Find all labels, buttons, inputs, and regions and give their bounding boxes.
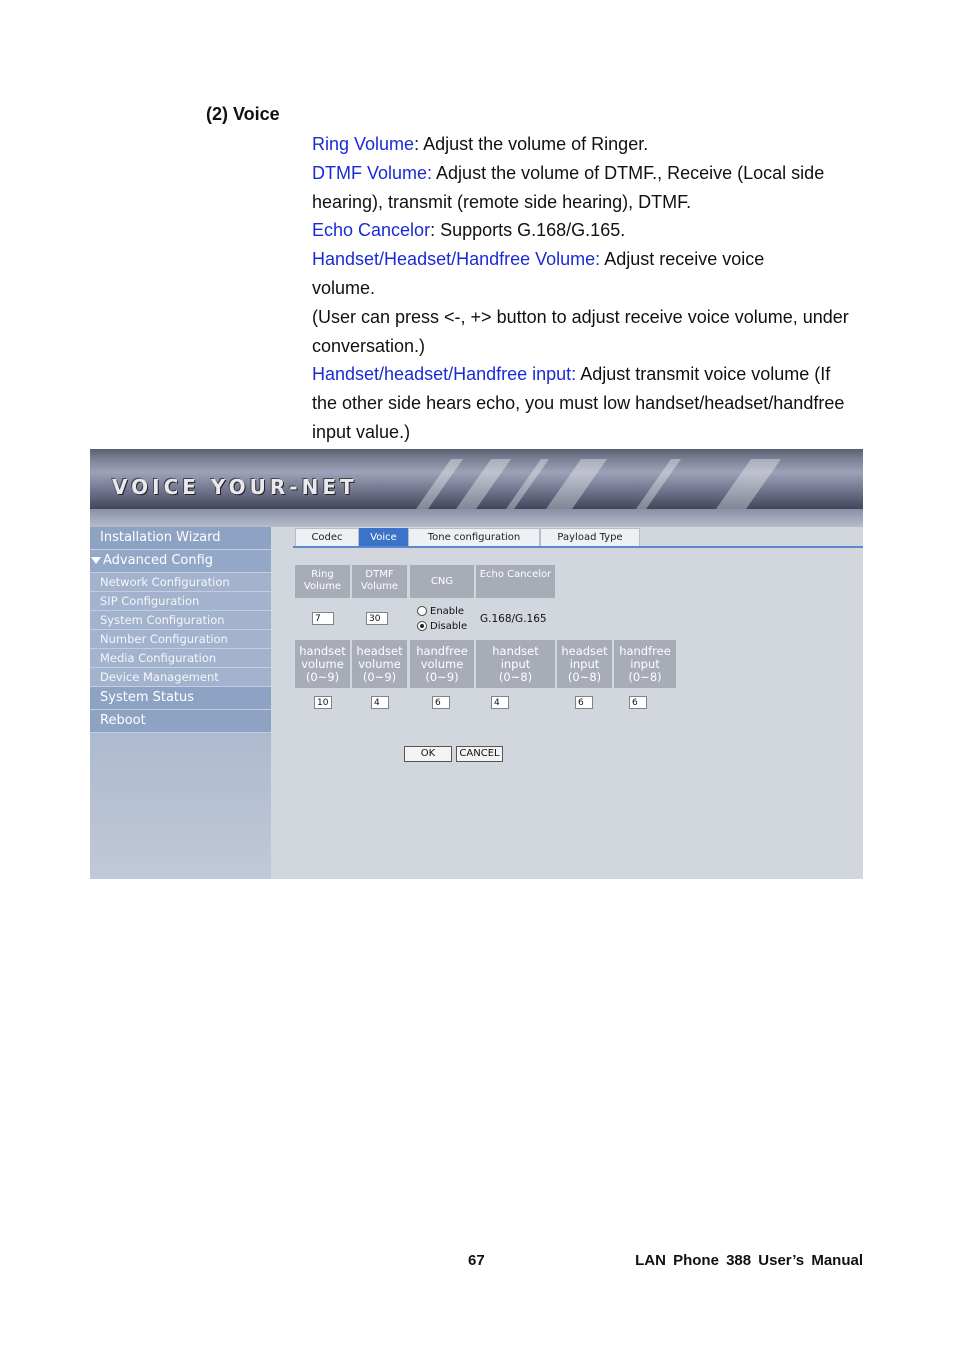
brand-logo: VOICE YOUR-NET xyxy=(112,475,358,499)
header-range: (0~8) xyxy=(567,670,602,684)
page-number: 67 xyxy=(468,1252,485,1269)
header-handset-volume xyxy=(295,640,350,688)
sidebar xyxy=(90,527,271,879)
header-headset-volume xyxy=(352,640,407,688)
header-range: (0~9) xyxy=(305,670,340,684)
radio-label: Disable xyxy=(430,621,468,632)
header-dtmf-volume: DTMF Volume xyxy=(352,565,407,598)
sidebar-sub-device[interactable]: Device Management xyxy=(90,668,271,687)
header-headset-input xyxy=(557,640,612,688)
sidebar-sub-network[interactable]: Network Configuration xyxy=(90,573,271,592)
sidebar-sub-media[interactable]: Media Configuration xyxy=(90,649,271,668)
header-range: (0~9) xyxy=(425,670,459,684)
radio-checked-icon xyxy=(417,621,427,631)
tab-payload-type[interactable]: Payload Type xyxy=(540,528,640,547)
header-label: handset input xyxy=(492,644,539,671)
header-label: headset volume xyxy=(356,644,403,671)
header-range: (0~9) xyxy=(362,670,397,684)
sep: : xyxy=(414,134,420,154)
desc-text: Adjust transmit voice volume (If the other side hears echo, you must low handset/headset/handfree input value.) xyxy=(312,364,845,442)
ok-button[interactable]: OK xyxy=(404,746,452,762)
handfree-volume-input[interactable]: 6 xyxy=(432,696,450,709)
headset-volume-input[interactable]: 4 xyxy=(371,696,389,709)
banner xyxy=(90,449,863,527)
sidebar-item-reboot[interactable]: Reboot xyxy=(90,710,271,733)
sidebar-sub-sip[interactable]: SIP Configuration xyxy=(90,592,271,611)
term-dtmf-volume: DTMF Volume: xyxy=(312,163,433,183)
header-echo-cancelor: Echo Cancelor xyxy=(476,565,555,598)
sidebar-item-label: Advanced Config xyxy=(103,553,214,568)
sidebar-item-system-status[interactable]: System Status xyxy=(90,687,271,710)
term-input: Handset/headset/Handfree input: xyxy=(312,364,577,384)
term-echo-cancelor: Echo Cancelor xyxy=(312,220,431,240)
desc-input xyxy=(312,360,857,447)
sidebar-sub-system[interactable]: System Configuration xyxy=(90,611,271,630)
header-label: handfree volume xyxy=(416,644,468,671)
radio-label: Enable xyxy=(430,606,465,617)
tab-voice[interactable]: Voice xyxy=(359,528,408,547)
header-label: handfree input xyxy=(619,644,671,671)
desc-text: Supports G.168/G.165. xyxy=(435,220,626,240)
sidebar-item-advanced-config[interactable] xyxy=(90,550,271,573)
desc-text: Adjust the volume of Ringer. xyxy=(419,134,649,154)
tab-tone-configuration[interactable]: Tone configuration xyxy=(408,528,540,547)
triangle-down-icon xyxy=(91,557,101,564)
cancel-button[interactable]: CANCEL xyxy=(456,746,503,762)
desc-ring-volume xyxy=(312,130,872,159)
cng-enable-radio[interactable] xyxy=(417,606,464,617)
sidebar-item-installation-wizard[interactable]: Installation Wizard xyxy=(90,527,271,550)
section-title: (2) Voice xyxy=(206,104,280,124)
header-handfree-volume xyxy=(410,640,474,688)
desc-note xyxy=(312,303,852,361)
ring-volume-input[interactable]: 7 xyxy=(312,612,334,625)
tab-codec[interactable]: Codec xyxy=(295,528,359,547)
echo-cancelor-value: G.168/G.165 xyxy=(480,613,547,625)
header-handfree-input xyxy=(614,640,676,688)
term-ring-volume: Ring Volume xyxy=(312,134,415,154)
sidebar-sub-number[interactable]: Number Configuration xyxy=(90,630,271,649)
dtmf-volume-input[interactable]: 30 xyxy=(366,612,388,625)
header-label: handset volume xyxy=(299,644,346,671)
desc-text: Adjust the volume of DTMF., Receive (Local side hearing), transmit (remote side hearing), DTMF. xyxy=(312,163,825,212)
desc-volume xyxy=(312,245,812,303)
cng-disable-radio[interactable] xyxy=(417,621,467,632)
desc-text: Adjust receive voice volume. xyxy=(312,249,765,298)
header-ring-volume: Ring Volume xyxy=(295,565,350,598)
term-volume: Handset/Headset/Handfree Volume: xyxy=(312,249,601,269)
radio-unchecked-icon xyxy=(417,606,427,616)
desc-text: (User can press <-, +> button to adjust receive voice volume, under conversation.) xyxy=(312,307,849,356)
footer-title: LAN Phone 388 User’s Manual xyxy=(635,1252,863,1269)
header-handset-input xyxy=(476,640,555,688)
header-range: (0~8) xyxy=(498,670,533,684)
desc-dtmf-volume xyxy=(312,159,872,217)
header-cng: CNG xyxy=(410,565,474,598)
voice-config-screenshot xyxy=(90,449,863,879)
handset-input-input[interactable]: 4 xyxy=(491,696,509,709)
handset-volume-input[interactable]: 10 xyxy=(314,696,332,709)
desc-echo-cancelor xyxy=(312,216,872,245)
header-label: headset input xyxy=(561,644,608,671)
handfree-input-input[interactable]: 6 xyxy=(629,696,647,709)
headset-input-input[interactable]: 6 xyxy=(575,696,593,709)
header-range: (0~8) xyxy=(628,670,662,684)
sep: : xyxy=(430,220,436,240)
